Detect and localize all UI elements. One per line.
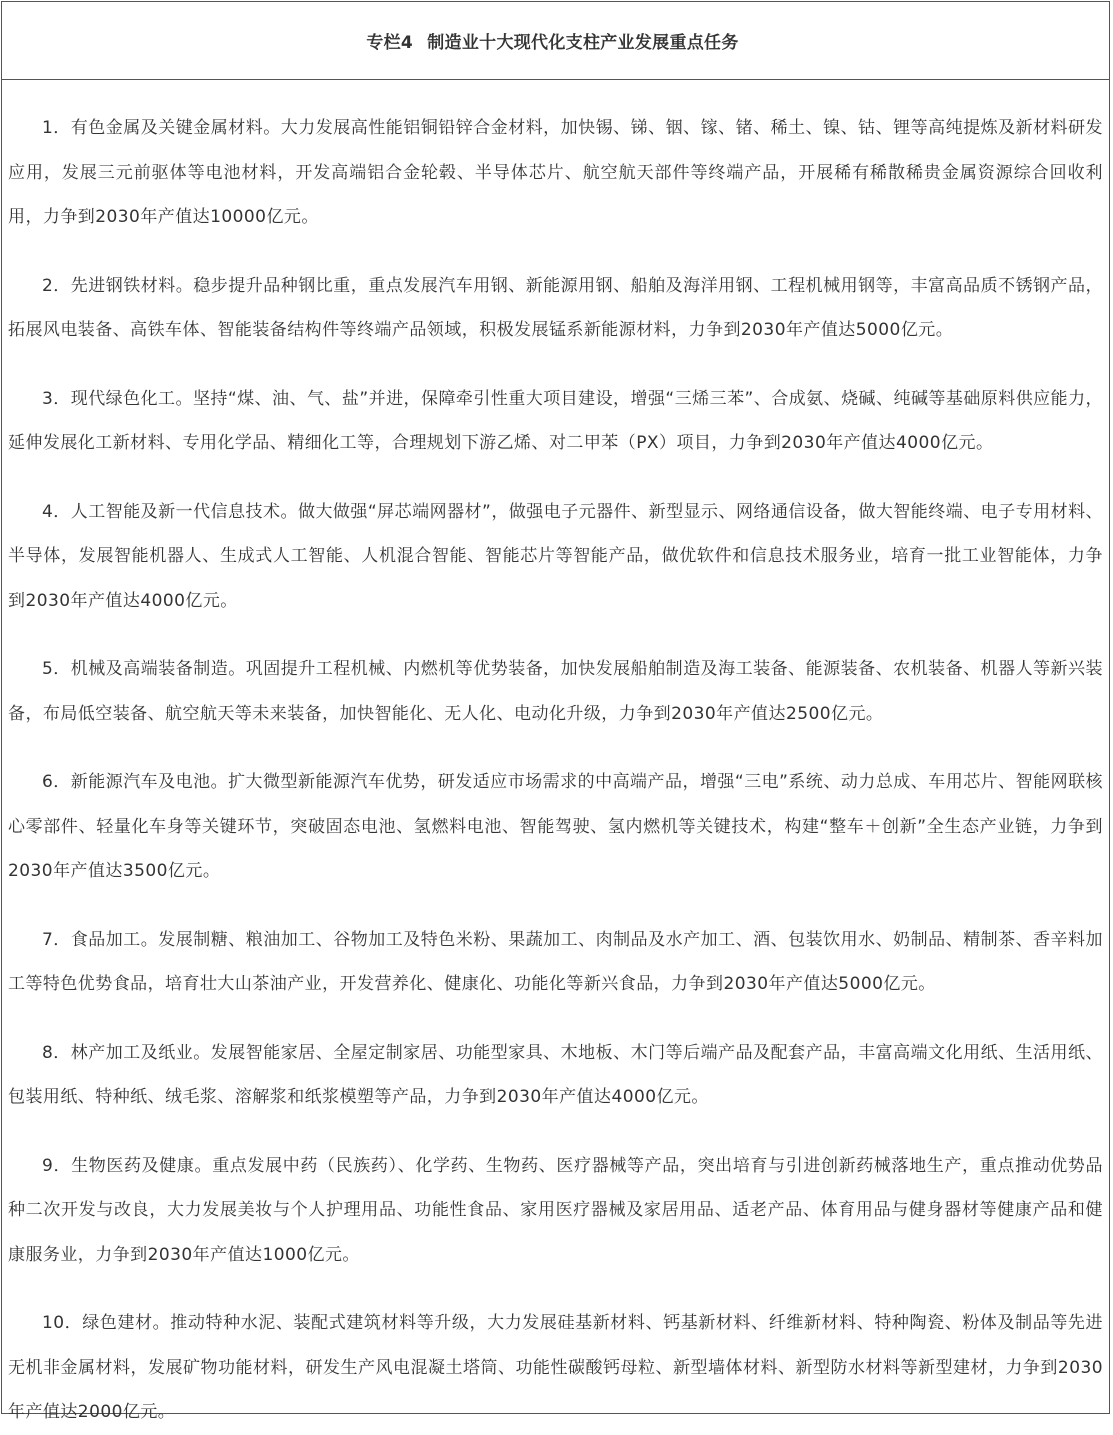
- task-item-5: 5．机械及高端装备制造。巩固提升工程机械、内燃机等优势装备，加快发展船舶制造及海工装备、能源装备、农机装备、机器人等新兴装备，布局低空装备、航空航天等未来装备，加快智能化、无人化、电动化升级，力争到2030年产值达2500亿元。: [8, 659, 1103, 724]
- task-item-10: 10．绿色建材。推动特种水泥、装配式建筑材料等升级，大力发展硅基新材料、钙基新材料、纤维新材料、特种陶瓷、粉体及制品等先进无机非金属材料，发展矿物功能材料，研发生产风电混凝土塔筒、功能性碳酸钙母粒、新型墙体材料、新型防水材料等新型建材，力争到2030年产值达2000亿元。: [8, 1313, 1103, 1422]
- task-item-3: 3．现代绿色化工。坚持“煤、油、气、盐”并进，保障牵引性重大项目建设，增强“三烯三苯”、合成氨、烧碱、纯碱等基础原料供应能力，延伸发展化工新材料、专用化学品、精细化工等，合理规划下游乙烯、对二甲苯（PX）项目，力争到2030年产值达4000亿元。: [8, 388, 1103, 453]
- task-item-1: 1．有色金属及关键金属材料。大力发展高性能铝铜铅锌合金材料，加快锡、锑、铟、镓、锗、稀土、镍、钴、锂等高纯提炼及新材料研发应用，发展三元前驱体等电池材料，开发高端铝合金轮毂、半导体芯片、航空航天部件等终端产品，开展稀有稀散稀贵金属资源综合回收利用，力争到2030年产值达10000亿元。: [8, 118, 1103, 227]
- table-body: [2, 80, 1109, 1435]
- task-item-6: 6．新能源汽车及电池。扩大微型新能源汽车优势，研发适应市场需求的中高端产品，增强“三电”系统、动力总成、车用芯片、智能网联核心零部件、轻量化车身等关键环节，突破固态电池、氢燃料电池、智能驾驶、氢内燃机等关键技术，构建“整车＋创新”全生态产业链，力争到2030年产值达3500亿元。: [8, 772, 1103, 881]
- task-item-4: 4．人工智能及新一代信息技术。做大做强“屏芯端网器材”，做强电子元器件、新型显示、网络通信设备，做大智能终端、电子专用材料、半导体，发展智能机器人、生成式人工智能、人机混合智能、智能芯片等智能产品，做优软件和信息技术服务业，培育一批工业智能体，力争到2030年产值达4000亿元。: [8, 501, 1103, 611]
- task-item-2: 2．先进钢铁材料。稳步提升品种钢比重，重点发展汽车用钢、新能源用钢、船舶及海洋用钢、工程机械用钢等，丰富高品质不锈钢产品，拓展风电装备、高铁车体、智能装备结构件等终端产品领域，积极发展锰系新能源材料，力争到2030年产值达5000亿元。: [8, 275, 1103, 340]
- task-item-8: 8．林产加工及纸业。发展智能家居、全屋定制家居、功能型家具、木地板、木门等后端产品及配套产品，丰富高端文化用纸、生活用纸、包装用纸、特种纸、绒毛浆、溶解浆和纸浆模塑等产品，力争到2030年产值达4000亿元。: [8, 1042, 1103, 1107]
- task-item-7: 7．食品加工。发展制糖、粮油加工、谷物加工及特色米粉、果蔬加工、肉制品及水产加工、酒、包装饮用水、奶制品、精制茶、香辛料加工等特色优势食品，培育壮大山茶油产业，开发营养化、健康化、功能化等新兴食品，力争到2030年产值达5000亿元。: [8, 929, 1103, 994]
- table-title: 专栏4 制造业十大现代化支柱产业发展重点任务: [366, 33, 739, 53]
- task-table: [1, 1, 1110, 1422]
- table-header: [2, 2, 1109, 80]
- task-item-9: 9．生物医药及健康。重点发展中药（民族药）、化学药、生物药、医疗器械等产品，突出培育与引进创新药械落地生产，重点推动优势品种二次开发与改良，大力发展美妆与个人护理用品、功能性食品、家用医疗器械及家居用品、适老产品、体育用品与健身器材等健康产品和健康服务业，力争到2030年产值达1000亿元。: [8, 1155, 1103, 1265]
